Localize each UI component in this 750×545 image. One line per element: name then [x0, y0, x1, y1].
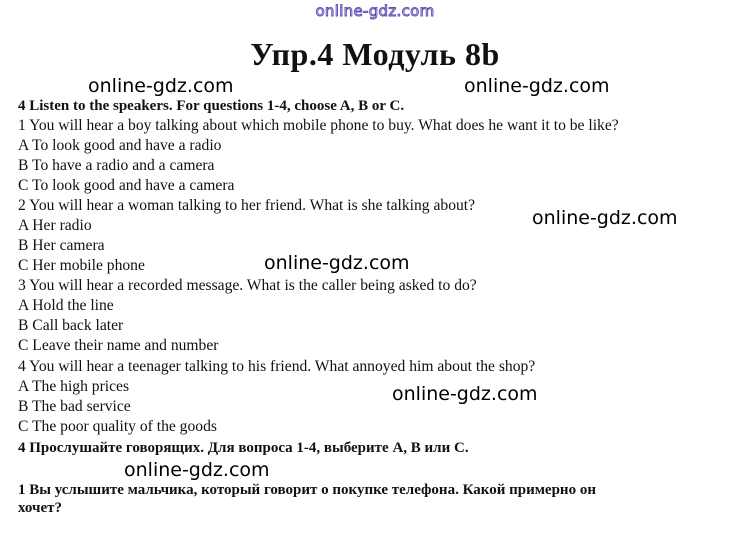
- question-1: 1 You will hear a boy talking about which mobile phone to buy. What does he want it to be like?: [18, 117, 619, 134]
- question-2-option-a: A Her radio: [18, 217, 92, 234]
- question-1-ru: 1 Вы услышите мальчика, который говорит о покупке телефона. Какой примерно он: [18, 482, 596, 498]
- task-instruction-en: 4 Listen to the speakers. For questions 1-4, choose A, B or C.: [18, 98, 405, 114]
- question-4-option-b: B The bad service: [18, 398, 131, 415]
- page-title: Упр.4 Модуль 8b: [250, 36, 500, 72]
- question-3-option-a: A Hold the line: [18, 297, 114, 314]
- question-4-option-a: A The high prices: [18, 378, 130, 395]
- question-2-option-c: C Her mobile phone: [18, 257, 145, 274]
- question-3-option-c: C Leave their name and number: [18, 337, 219, 354]
- question-4: 4 You will hear a teenager talking to his friend. What annoyed him about the shop?: [18, 358, 536, 375]
- question-1-option-c: C To look good and have a camera: [18, 177, 235, 194]
- watermark: online-gdz.com: [464, 75, 610, 97]
- question-3: 3 You will hear a recorded message. What is the caller being asked to do?: [18, 277, 477, 294]
- watermark: online-gdz.com: [124, 459, 270, 481]
- watermark: online-gdz.com: [532, 207, 678, 229]
- question-3-option-b: B Call back later: [18, 317, 124, 334]
- question-1-option-b: B To have a radio and a camera: [18, 157, 215, 174]
- watermark: online-gdz.com: [392, 383, 538, 405]
- question-2-option-b: B Her camera: [18, 237, 105, 254]
- watermark: online-gdz.com: [264, 252, 410, 274]
- question-2: 2 You will hear a woman talking to her friend. What is she talking about?: [18, 197, 476, 214]
- question-1-ru-cont: хочет?: [18, 500, 63, 516]
- task-instruction-ru: 4 Прослушайте говорящих. Для вопроса 1-4, выберите А, В или С.: [18, 440, 469, 456]
- watermark: online-gdz.com: [88, 75, 234, 97]
- question-4-option-c: C The poor quality of the goods: [18, 418, 217, 435]
- site-banner: online-gdz.com: [315, 2, 435, 20]
- question-1-option-a: A To look good and have a radio: [18, 137, 222, 154]
